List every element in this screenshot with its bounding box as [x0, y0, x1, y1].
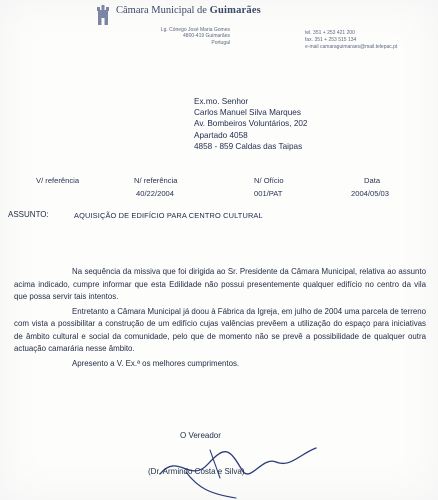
recipient-salutation: Ex.mo. Senhor	[194, 97, 249, 106]
recipient-street: Av. Bombeiros Voluntários, 202	[194, 119, 308, 129]
our-reference-label: N/ referência	[134, 176, 178, 185]
body-paragraph: Apresento a V. Ex.ª os melhores cumprimentos.	[72, 358, 240, 368]
recipient-name: Carlos Manuel Silva Marques	[194, 108, 301, 118]
our-reference-value: 40/22/2004	[136, 189, 175, 198]
fax: fax. 351 + 253 515 134	[305, 37, 357, 44]
date-label: Data	[364, 176, 381, 185]
closing-role: O Vereador	[180, 431, 221, 440]
address-line: Portugal	[211, 39, 230, 46]
subject-text: AQUISIÇÃO DE EDIFÍCIO PARA CENTRO CULTURAL	[74, 211, 263, 220]
letterhead-address	[140, 27, 230, 46]
telephone: tel. 351 + 253 421 200	[305, 30, 355, 36]
email: e-mail camaraguimaraes@mail.telepac.pt	[305, 44, 398, 51]
recipient-city: 4858 - 859 Caldas das Taipas	[194, 141, 303, 151]
office-label: N/ Ofício	[254, 176, 284, 185]
your-reference-label: V/ referência	[36, 176, 80, 185]
date-value: 2004/05/03	[351, 189, 390, 198]
address-line: Lg. Cónego José Maria Gomes	[160, 27, 230, 33]
subject-label: ASSUNTO:	[8, 210, 49, 219]
recipient-block	[194, 96, 307, 152]
letterhead-title	[116, 5, 261, 16]
letterhead-city: Guimarães	[209, 5, 261, 16]
letterhead-contacts	[305, 30, 397, 52]
address-line: 4800-419 Guimarães	[183, 33, 230, 40]
body-paragraph: Na sequência da missiva que foi dirigida ao Sr. Presidente da Câmara Municipal, relativa ao assunto acima indicado, cumpre informar que esta Edilidade não possui presentemente qualquer edifício no centro da vila que possa servir tais intentos.	[14, 267, 426, 301]
office-value: 001/PAT	[254, 189, 283, 198]
castle-logo-icon	[96, 4, 110, 26]
recipient-box: Apartado 4058	[194, 130, 248, 140]
signatory-name: (Dr. Armindo Costa e Silva)	[148, 467, 245, 476]
letter-body	[14, 266, 426, 372]
letterhead-prefix: Câmara Municipal de	[116, 5, 210, 16]
body-paragraph: Entretanto a Câmara Municipal já doou à Fábrica da Igreja, em julho de 2004 uma parcela de terreno com vista a possibilitar a construção de um edifício cujas valências prevêem a utilização do espaço para iniciativas de âmbito cultural e social da comunidade, pelo que de momento não se prevê a possibilidade de qualquer outra actuação camarária nesse âmbito.	[14, 306, 426, 353]
